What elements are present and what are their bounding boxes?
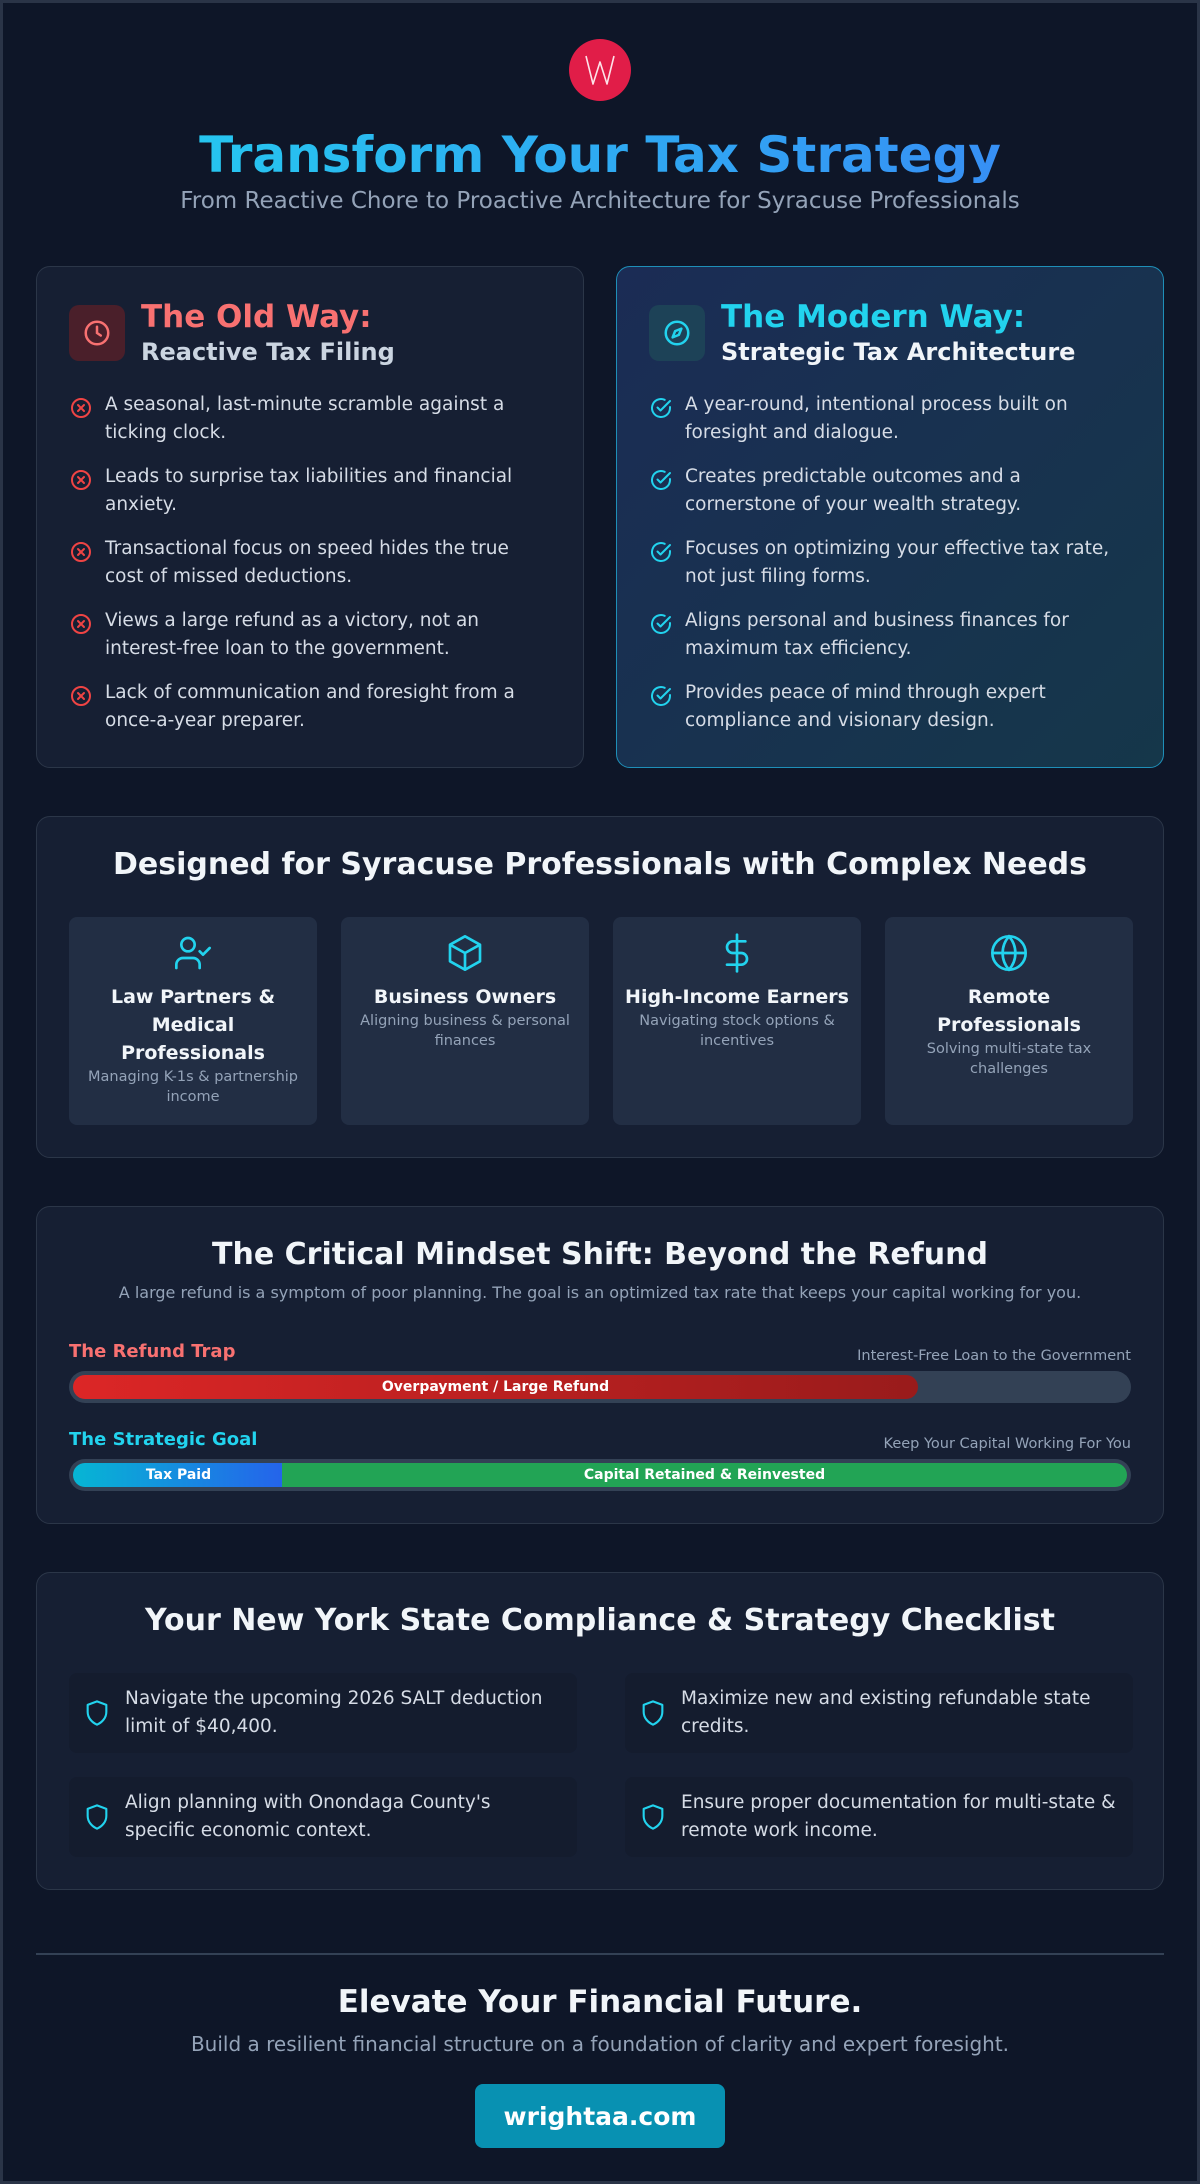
divider	[36, 1953, 1164, 1955]
audience-card-remote	[885, 917, 1133, 1125]
strategic-goal-bar	[69, 1459, 1131, 1491]
w-monogram-icon	[569, 39, 631, 101]
tax-paid-fill: Tax Paid	[73, 1463, 284, 1487]
check-circle-icon	[649, 396, 673, 420]
audience-card-subtitle: Navigating stock options & incentives	[639, 1013, 835, 1049]
list-item: A seasonal, last-minute scramble against a ticking clock.	[69, 391, 553, 447]
x-circle-icon	[69, 540, 93, 564]
audience-card-high-income	[613, 917, 861, 1125]
x-circle-icon	[69, 612, 93, 636]
list-item: Provides peace of mind through expert compliance and visionary design.	[649, 679, 1133, 735]
checklist-item: Navigate the upcoming 2026 SALT deduction limit of $40,400.	[69, 1673, 577, 1753]
modern-way-subheading: Strategic Tax Architecture	[721, 338, 1076, 366]
website-link-button[interactable]: wrightaa.com	[475, 2084, 725, 2148]
audience-card-subtitle: Managing K-1s & partnership income	[87, 1069, 299, 1105]
compass-icon	[649, 305, 705, 361]
box-icon	[445, 933, 485, 973]
globe-icon	[989, 933, 1029, 973]
list-item: A year-round, intentional process built on foresight and dialogue.	[649, 391, 1133, 447]
clock-icon	[69, 305, 125, 361]
audience-section	[36, 816, 1164, 1158]
audience-card-title: High-Income Earners	[625, 986, 849, 1008]
list-item: Transactional focus on speed hides the true cost of missed deductions.	[69, 535, 553, 591]
mindset-title: The Critical Mindset Shift: Beyond the Refund	[212, 1237, 988, 1272]
list-item: Aligns personal and business finances for maximum tax efficiency.	[649, 607, 1133, 663]
dollar-icon	[717, 933, 757, 973]
check-circle-icon	[649, 684, 673, 708]
shield-icon	[639, 1699, 667, 1727]
x-circle-icon	[69, 684, 93, 708]
checklist-item: Maximize new and existing refundable state credits.	[625, 1673, 1133, 1753]
page-subtitle: From Reactive Chore to Proactive Architecture for Syracuse Professionals	[180, 188, 1020, 214]
audience-card-title: Law Partners & Medical Professionals	[110, 986, 276, 1064]
cta-title: Elevate Your Financial Future.	[337, 1984, 863, 2020]
refund-trap-label: The Refund Trap	[69, 1341, 236, 1362]
page-title: Transform Your Tax Strategy	[0, 124, 1200, 186]
audience-card-business	[341, 917, 589, 1125]
cta-subtitle: Build a resilient financial structure on a foundation of clarity and expert foresight.	[190, 2032, 1010, 2056]
audience-card-title: Business Owners	[373, 986, 557, 1008]
list-item: Focuses on optimizing your effective tax rate, not just filing forms.	[649, 535, 1133, 591]
old-way-card	[36, 266, 584, 768]
audience-card-subtitle: Solving multi-state tax challenges	[926, 1041, 1092, 1077]
list-item: Creates predictable outcomes and a cornerstone of your wealth strategy.	[649, 463, 1133, 519]
audience-card-law	[69, 917, 317, 1125]
old-way-subheading: Reactive Tax Filing	[141, 338, 395, 366]
modern-way-list	[649, 391, 1133, 751]
check-circle-icon	[649, 540, 673, 564]
checklist-item: Ensure proper documentation for multi-state & remote work income.	[625, 1777, 1133, 1857]
shield-icon	[83, 1803, 111, 1831]
audience-card-subtitle: Aligning business & personal finances	[360, 1013, 570, 1049]
user-check-icon	[173, 933, 213, 973]
check-circle-icon	[649, 612, 673, 636]
refund-trap-bar	[69, 1371, 1131, 1403]
checklist-title: Your New York State Compliance & Strategy Checklist	[145, 1603, 1055, 1638]
strategic-goal-note: Keep Your Capital Working For You	[883, 1436, 1131, 1452]
audience-title: Designed for Syracuse Professionals with Complex Needs	[112, 847, 1088, 882]
checklist-section	[36, 1572, 1164, 1890]
list-item: Lack of communication and foresight from a once-a-year preparer.	[69, 679, 553, 735]
shield-icon	[83, 1699, 111, 1727]
checklist-item: Align planning with Onondaga County's specific economic context.	[69, 1777, 577, 1857]
list-item: Leads to surprise tax liabilities and financial anxiety.	[69, 463, 553, 519]
refund-trap-note: Interest-Free Loan to the Government	[857, 1348, 1131, 1364]
x-circle-icon	[69, 468, 93, 492]
check-circle-icon	[649, 468, 673, 492]
x-circle-icon	[69, 396, 93, 420]
shield-icon	[639, 1803, 667, 1831]
old-way-heading: The Old Way:	[141, 299, 372, 335]
capital-retained-fill: Capital Retained & Reinvested	[282, 1463, 1127, 1487]
list-item: Views a large refund as a victory, not an interest-free loan to the government.	[69, 607, 553, 663]
modern-way-heading: The Modern Way:	[721, 299, 1026, 335]
mindset-section	[36, 1206, 1164, 1524]
strategic-goal-label: The Strategic Goal	[69, 1429, 258, 1450]
mindset-subtitle: A large refund is a symptom of poor planning. The goal is an optimized tax rate that keeps your capital working for you.	[118, 1283, 1082, 1302]
old-way-list	[69, 391, 553, 751]
audience-card-title: Remote Professionals	[937, 986, 1081, 1036]
overpayment-fill: Overpayment / Large Refund	[73, 1375, 918, 1399]
modern-way-card	[616, 266, 1164, 768]
